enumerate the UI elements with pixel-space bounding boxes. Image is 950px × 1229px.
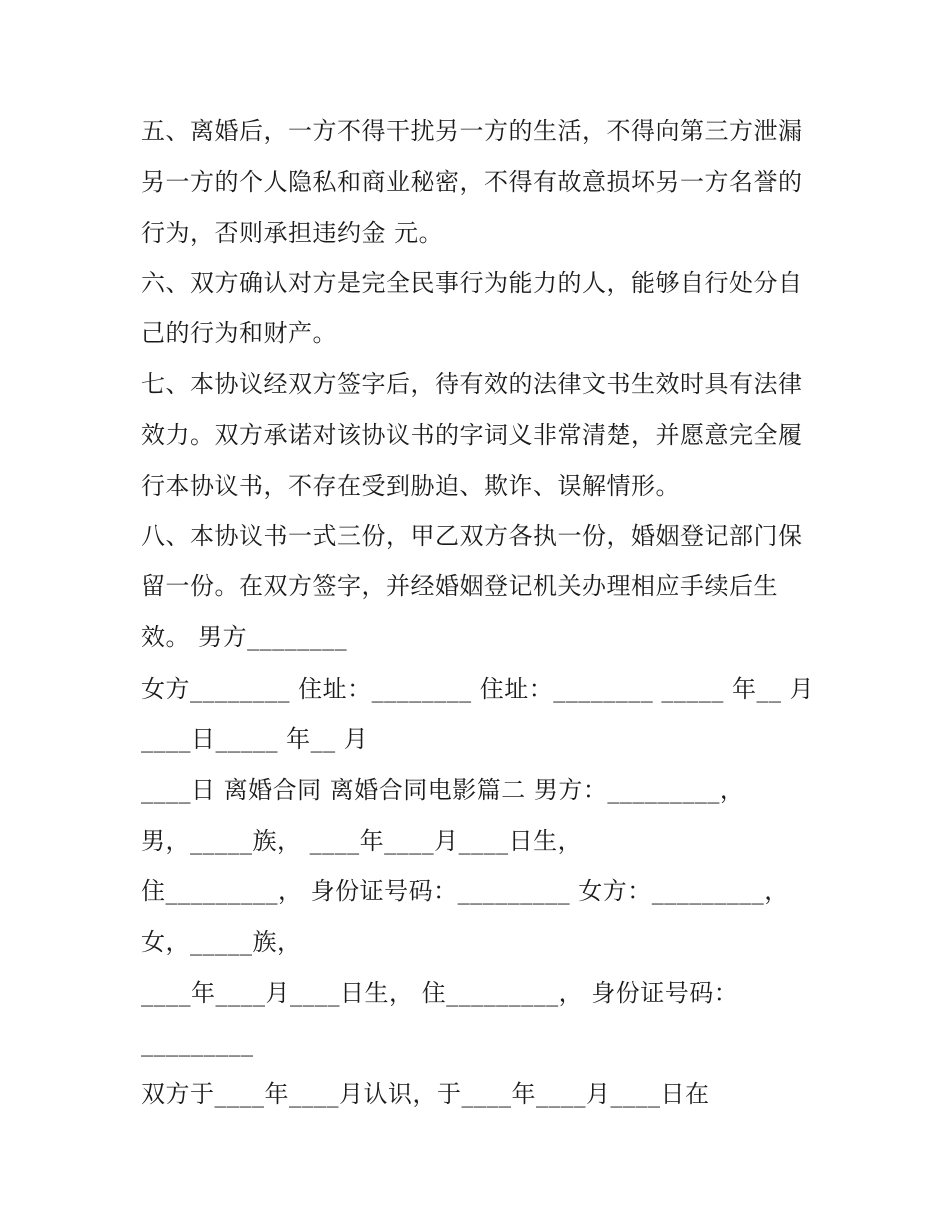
male-party-info-line: 男，_____族， ____年____月____日生， (141, 827, 583, 855)
clause-7-line-1: 七、本协议经双方签字后，待有效的法律文书生效时具有法律 (141, 370, 803, 398)
clause-8-line-3: 效。 男方________ (141, 623, 348, 651)
clause-6-line-2: 己的行为和财产。 (141, 319, 337, 347)
clause-6-line-1: 六、双方确认对方是完全民事行为能力的人，能够自行处分自 (141, 269, 803, 297)
clause-5-line-3: 行为，否则承担违约金 元。 (141, 219, 444, 247)
clause-5-line-1: 五、离婚后，一方不得干扰另一方的生活，不得向第三方泄漏 (141, 117, 803, 145)
clause-7-line-2: 效力。双方承诺对该协议书的字词义非常清楚，并愿意完全履 (141, 421, 803, 449)
clause-5-line-2: 另一方的个人隐私和商业秘密，不得有故意损坏另一方名誉的 (141, 168, 803, 196)
signature-line-1: 女方________ 住址：________ 住址：________ _____ 年__ 月 (141, 675, 815, 703)
acquaintance-line: 双方于____年____月认识，于____年____月____日在 (141, 1080, 710, 1108)
clause-8-line-2: 留一份。在双方签字，并经婚姻登记机关办理相应手续后生 (141, 572, 778, 600)
female-party-info-line: 女，_____族， (141, 928, 302, 956)
female-birth-line: ____年____月____日生， 住_________， 身份证号码： (141, 979, 739, 1007)
clause-7-line-3: 行本协议书，不存在受到胁迫、欺诈、误解情形。 (141, 472, 680, 500)
contract-2-header-line: ____日 离婚合同 离婚合同电影篇二 男方：_________， (141, 776, 745, 804)
female-id-line: _________ (141, 1029, 254, 1057)
signature-line-2: ____日_____ 年__ 月 (141, 725, 369, 753)
male-address-line: 住_________， 身份证号码：_________ 女方：_________， (141, 877, 789, 905)
clause-8-line-1: 八、本协议书一式三份，甲乙双方各执一份，婚姻登记部门保 (141, 522, 803, 550)
